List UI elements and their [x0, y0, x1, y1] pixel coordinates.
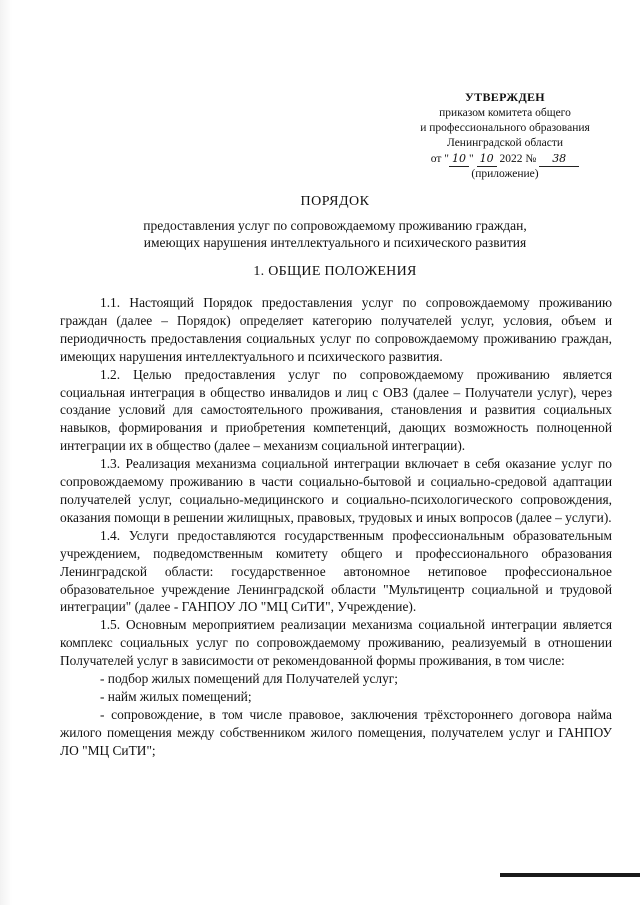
document-subtitle	[60, 217, 610, 251]
order-number-handwritten: 38	[539, 151, 579, 167]
document-title-block	[60, 193, 610, 251]
scan-shadow	[0, 0, 12, 905]
date-month-handwritten: 10	[477, 151, 497, 167]
paragraph-1-4: 1.4. Услуги предоставляются государственным профессиональным образовательным учреждением, подведомственным комитету общего и профессионального образования Ленинградской области: государственное автономное нетиповое профессиональное образовательное учреждение Ленинградской области "Мультицентр социальной и трудовой интеграции" (далее - ГАНПОУ ЛО "МЦ СиТИ", Учреждение).	[60, 527, 612, 615]
date-day-handwritten: 10	[449, 151, 469, 167]
list-item-1: - подбор жилых помещений для Получателей услуг;	[100, 671, 398, 687]
document-subtitle-line-2: имеющих нарушения интеллектуального и психического развития	[143, 235, 527, 250]
date-quote: "	[469, 153, 474, 165]
section-heading: 1. ОБЩИЕ ПОЛОЖЕНИЯ	[253, 264, 417, 279]
date-year: 2022 №	[499, 153, 537, 165]
approval-date-line	[400, 151, 610, 167]
approval-title: УТВЕРЖДЕН	[465, 90, 545, 104]
list-item-3: - сопровождение, в том числе правовое, заключения трёхстороннего договора найма жилого помещения между собственником жилого помещения, получателем услуг и ГАНПОУ ЛО "МЦ СиТИ";	[60, 706, 612, 758]
document-subtitle-line-1: предоставления услуг по сопровождаемому проживанию граждан,	[143, 218, 527, 233]
date-prefix: от "	[430, 153, 449, 165]
approval-note: (приложение)	[471, 168, 539, 180]
paragraph-1-1: 1.1. Настоящий Порядок предоставления услуг по сопровождаемому проживанию граждан (далее – Порядок) определяет категорию получателей услуг, условия, объем и периодичность предоставления социальных услуг по сопровождаемому проживанию граждан, имеющих нарушения интеллектуального и психического развития.	[60, 295, 612, 364]
document-title: ПОРЯДОК	[300, 194, 370, 209]
approval-line-1: приказом комитета общего	[439, 107, 571, 119]
document-body	[60, 294, 612, 760]
approval-line-3: Ленинградской области	[446, 137, 564, 149]
list-item-2: - найм жилых помещений;	[100, 688, 252, 704]
approval-stamp-block	[400, 90, 610, 182]
paragraph-1-3: 1.3. Реализация механизма социальной интеграции включает в себя оказание услуг по сопровождаемому проживанию в части социально-бытовой и социально-средовой адаптации получателей услуг, социально-медицинского и социально-психологического сопровождения, оказания помощи в решении жилищных, правовых, трудовых и иных вопросов (далее – услуги).	[60, 456, 612, 525]
scan-bottom-mark	[500, 873, 640, 877]
paragraph-1-5: 1.5. Основным мероприятием реализации механизма социальной интеграции является комплекс социальных услуг по сопровождаемому проживанию, реализуемый в отношении Получателей услуг в зависимости от рекомендованной формы проживания, в том числе:	[60, 617, 612, 669]
approval-line-2: и профессионального образования	[420, 122, 590, 134]
paragraph-1-2: 1.2. Целью предоставления услуг по сопровождаемому проживанию является социальная интеграция в общество инвалидов и лиц с ОВЗ (далее – Получатели услуг), через создание условий для самостоятельного проживания, становления и развития социальных навыков, формирования и приобретения компетенций, дающих возможность полноценной интеграции их в общество (далее – механизм социальной интеграции).	[60, 366, 612, 454]
